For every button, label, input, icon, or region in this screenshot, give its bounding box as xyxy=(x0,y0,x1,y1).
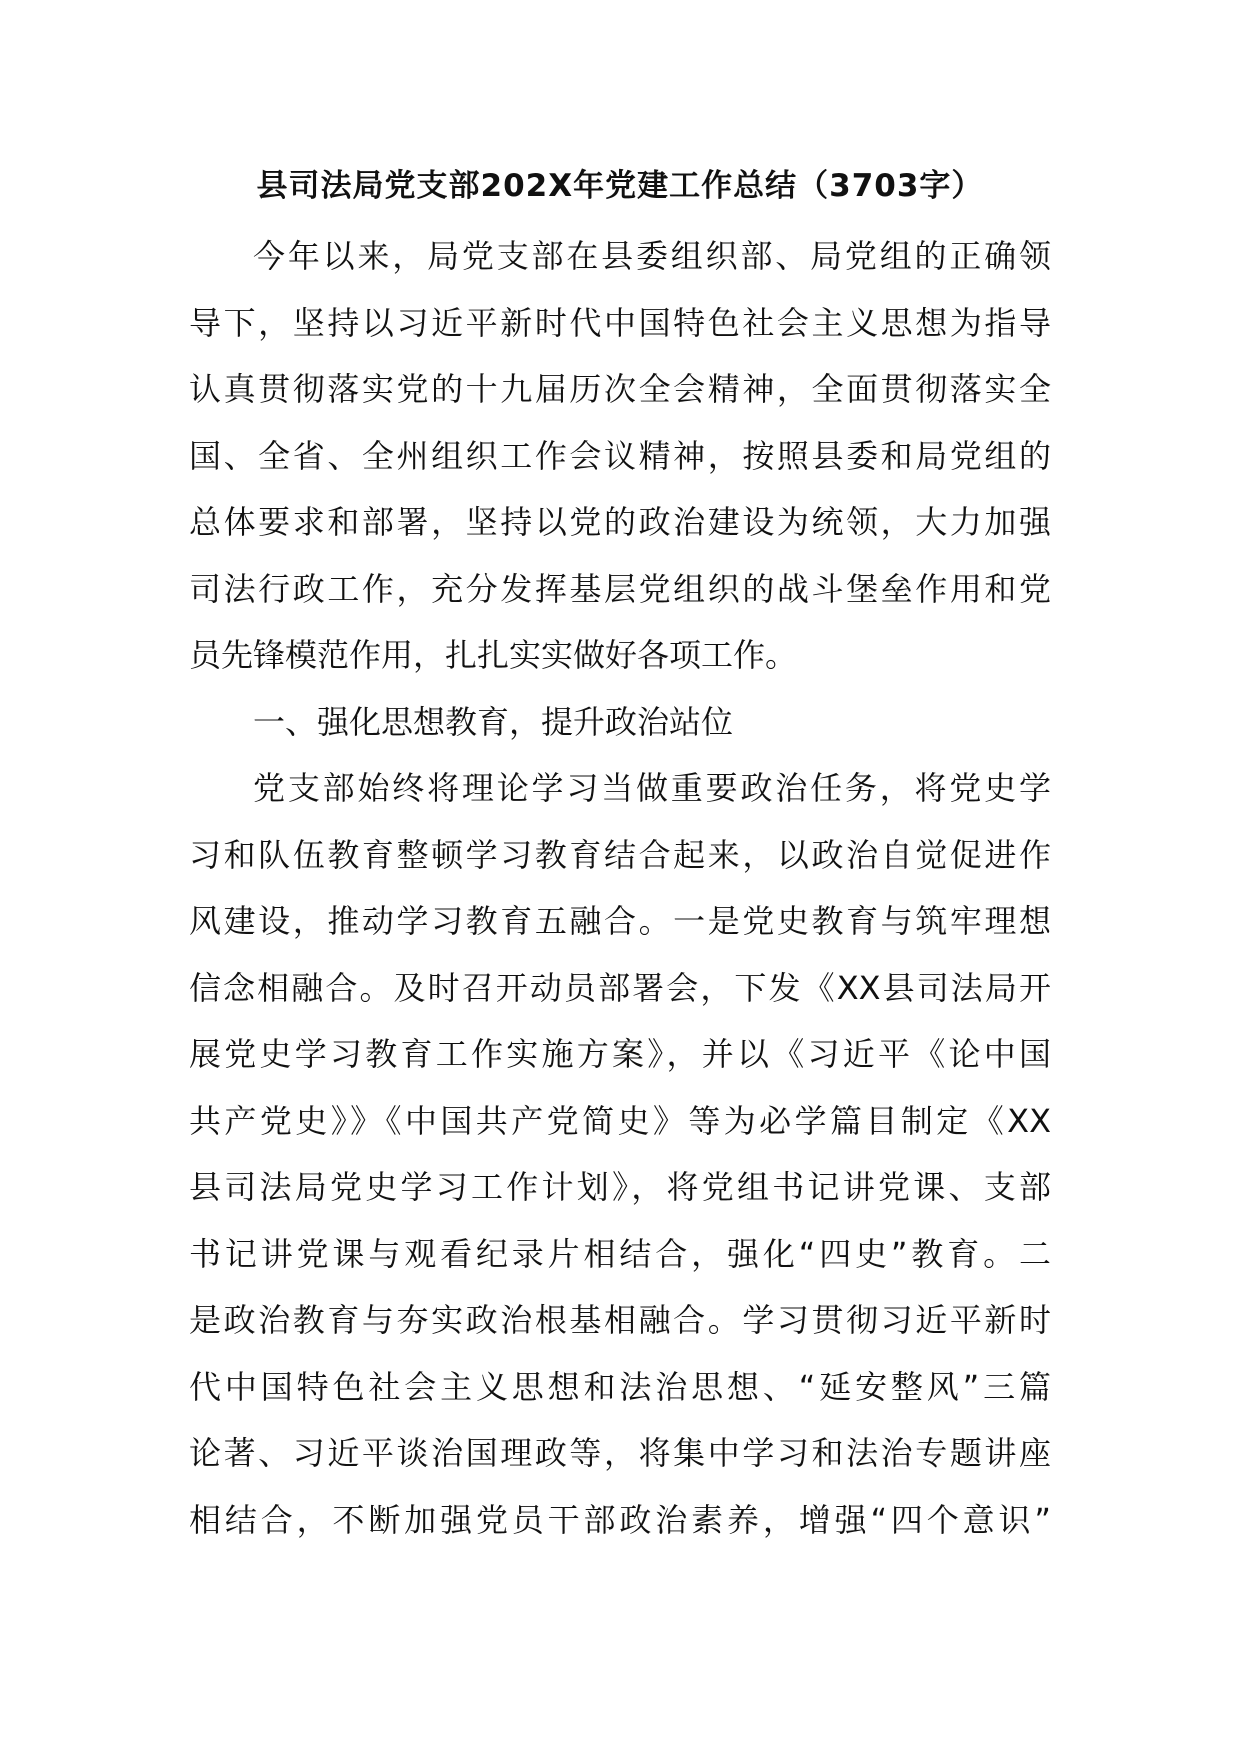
paragraph-line: 共产党史》》《中国共产党简史》等为必学篇目制定《XX xyxy=(189,1101,1051,1140)
paragraph-line: 司法行政工作，充分发挥基层党组织的战斗堡垒作用和党 xyxy=(189,569,1051,608)
document-body xyxy=(189,223,1051,1553)
paragraph-line: 习和队伍教育整顿学习教育结合起来，以政治自觉促进作 xyxy=(189,835,1051,874)
paragraph-line: 国、全省、全州组织工作会议精神，按照县委和局党组的 xyxy=(189,436,1051,475)
section-heading: 一、强化思想教育，提升政治站位 xyxy=(253,702,734,741)
paragraph-line: 论著、习近平谈治国理政等，将集中学习和法治专题讲座 xyxy=(189,1434,1051,1472)
paragraph-line: 县司法局党史学习工作计划》，将党组书记讲党课、支部 xyxy=(189,1168,1051,1206)
paragraph-line: 信念相融合。及时召开动员部署会，下发《XX县司法局开 xyxy=(189,968,1051,1007)
document-title: 县司法局党支部202X年党建工作总结（3703字） xyxy=(256,168,984,204)
paragraph-line: 风建设，推动学习教育五融合。一是党史教育与筑牢理想 xyxy=(189,902,1051,940)
paragraph-line: 总体要求和部署，坚持以党的政治建设为统领，大力加强 xyxy=(189,503,1051,541)
paragraph-line: 书记讲党课与观看纪录片相结合，强化“四史”教育。二 xyxy=(189,1234,1051,1273)
paragraph-line: 导下，坚持以习近平新时代中国特色社会主义思想为指导 xyxy=(189,303,1051,342)
paragraph-line: 今年以来，局党支部在县委组织部、局党组的正确领 xyxy=(253,237,1051,275)
paragraph-line: 党支部始终将理论学习当做重要政治任务，将党史学 xyxy=(253,769,1051,807)
paragraph-line: 相结合，不断加强党员干部政治素养，增强“四个意识” xyxy=(189,1500,1051,1539)
paragraph-line: 是政治教育与夯实政治根基相融合。学习贯彻习近平新时 xyxy=(189,1301,1051,1339)
paragraph-line: 展党史学习教育工作实施方案》，并以《习近平《论中国 xyxy=(189,1035,1051,1073)
paragraph-line: 认真贯彻落实党的十九届历次全会精神，全面贯彻落实全 xyxy=(189,370,1051,408)
paragraph-line: 员先锋模范作用，扎扎实实做好各项工作。 xyxy=(189,636,798,674)
paragraph-line: 代中国特色社会主义思想和法治思想、“延安整风”三篇 xyxy=(189,1367,1051,1406)
